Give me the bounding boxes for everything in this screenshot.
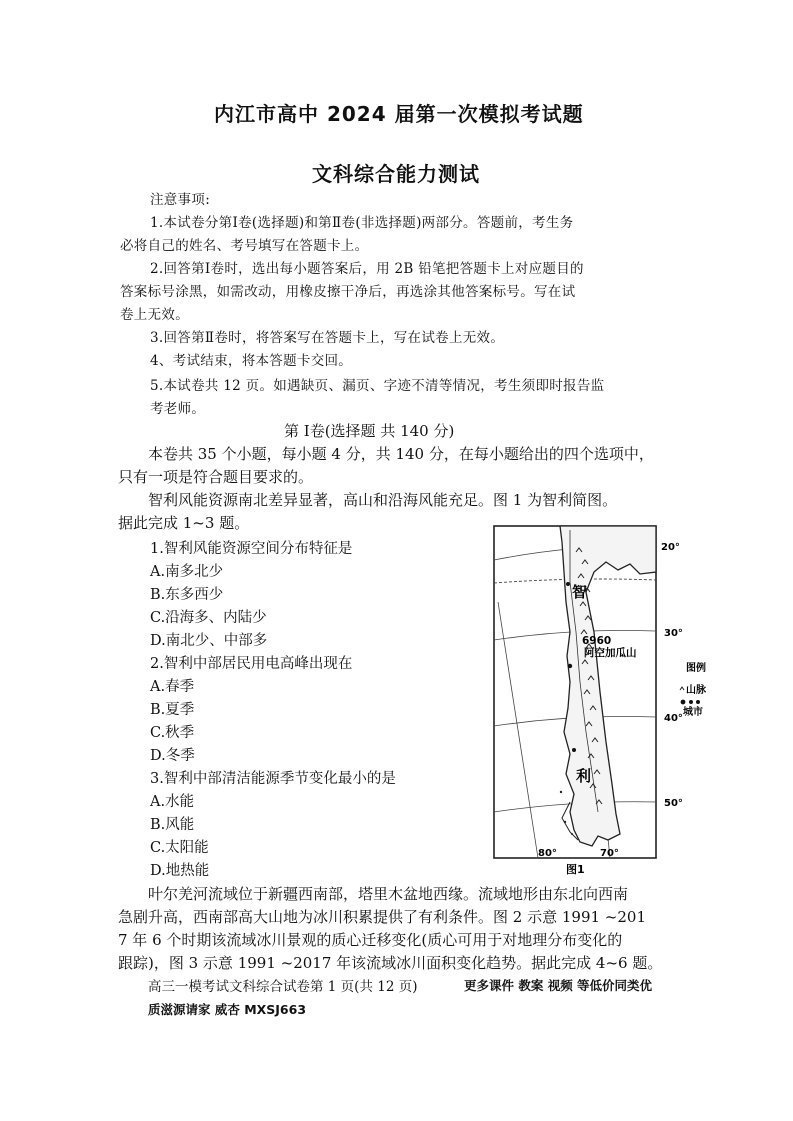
notice-line: 卷上无效。 (120, 307, 189, 323)
passage-text: 叶尔羌河流域位于新疆西南部，塔里木盆地西缘。流域地形由东北向西南 (148, 885, 629, 903)
notice-line: 2.回答第Ⅰ卷时，选出每小题答案后，用 2B 铅笔把答题卡上对应题目的 (150, 261, 584, 277)
lon-label: 80° (538, 848, 557, 859)
figure-caption: 图1 (566, 863, 585, 876)
answer-option: C.太阳能 (150, 840, 209, 856)
footer-ad: 质滋源请家 威杏 MXSJ663 (148, 1002, 307, 1017)
legend-city: 城市 (683, 707, 703, 718)
answer-option: A.南多北少 (150, 564, 224, 580)
section-intro: 只有一项是符合题目要求的。 (118, 468, 314, 486)
peak-height: 6960 (582, 635, 612, 647)
legend-mountain: 山脉 (686, 685, 706, 696)
lon-label: 70° (600, 848, 619, 859)
lat-label: 30° (664, 628, 683, 639)
notice-line: 1.本试卷分第Ⅰ卷(选择题)和第Ⅱ卷(非选择题)两部分。答题前，考生务 (150, 215, 574, 231)
question-stem: 3.智利中部清洁能源季节变化最小的是 (150, 771, 396, 787)
passage-text: 急剧升高，西南部高大山地为冰川积累提供了有利条件。图 2 示意 1991 ~201 (118, 908, 646, 926)
passage-text: 智利风能资源南北差异显著，高山和沿海风能充足。图 1 为智利简图。 (148, 491, 618, 509)
city-legend-icon (681, 700, 686, 705)
answer-option: D.地热能 (150, 863, 210, 879)
notice-line: 4、考试结束，将本答题卡交回。 (150, 353, 353, 369)
answer-option: D.冬季 (150, 748, 195, 764)
footer-ad: 更多课件 教案 视频 等低价同类优 (464, 978, 653, 993)
answer-option: C.沿海多、内陆少 (150, 610, 267, 626)
section-intro: 本卷共 35 个小题，每小题 4 分，共 140 分，在每小题给出的四个选项中， (148, 445, 654, 463)
mountain-legend-icon (680, 687, 684, 690)
country-label: 利 (576, 767, 592, 785)
answer-option: B.东多西少 (150, 587, 224, 603)
notice-heading: 注意事项: (150, 192, 211, 208)
page-subtitle: 文科综合能力测试 (312, 162, 480, 186)
notice-line: 考老师。 (150, 401, 206, 417)
page-title: 内江市高中 2024 届第一次模拟考试题 (214, 102, 584, 126)
passage-text: 跟踪)，图 3 示意 1991 ~2017 年该流域冰川面积变化趋势。据此完成 4~6 题。 (118, 954, 663, 972)
question-stem: 1.智利风能资源空间分布特征是 (150, 541, 353, 557)
lat-label: 40° (664, 713, 683, 724)
lat-label: 50° (664, 798, 683, 809)
notice-line: 3.回答第Ⅱ卷时，将答案写在答题卡上，写在试卷上无效。 (150, 330, 505, 346)
passage-text: 据此完成 1~3 题。 (118, 514, 250, 532)
lat-label: 20° (661, 542, 680, 553)
answer-option: A.春季 (150, 679, 195, 695)
answer-option: A.水能 (150, 794, 195, 810)
passage-text: 7 年 6 个时期该流域冰川景观的质心迁移变化(质心可用于对地理分布变化的 (118, 931, 623, 949)
legend-title: 图例 (686, 663, 706, 674)
notice-line: 必将自己的姓名、考号填写在答题卡上。 (120, 238, 369, 254)
answer-option: B.夏季 (150, 702, 195, 718)
chile-map (490, 522, 710, 878)
answer-option: D.南北少、中部多 (150, 633, 268, 649)
answer-option: C.秋季 (150, 725, 195, 741)
notice-line: 答案标号涂黑，如需改动，用橡皮擦干净后，再选涂其他答案标号。写在试 (120, 284, 576, 300)
page-footer: 高三一模考试文科综合试卷第 1 页(共 12 页) (148, 979, 418, 995)
peak-name: 阿空加瓜山 (584, 647, 637, 659)
answer-option: B.风能 (150, 817, 195, 833)
question-stem: 2.智利中部居民用电高峰出现在 (150, 656, 353, 672)
notice-line: 5.本试卷共 12 页。如遇缺页、漏页、字迹不清等情况，考生须即时报告监 (150, 378, 605, 394)
section-heading: 第 Ⅰ卷(选择题 共 140 分) (284, 422, 455, 440)
country-label: 智 (572, 583, 588, 601)
